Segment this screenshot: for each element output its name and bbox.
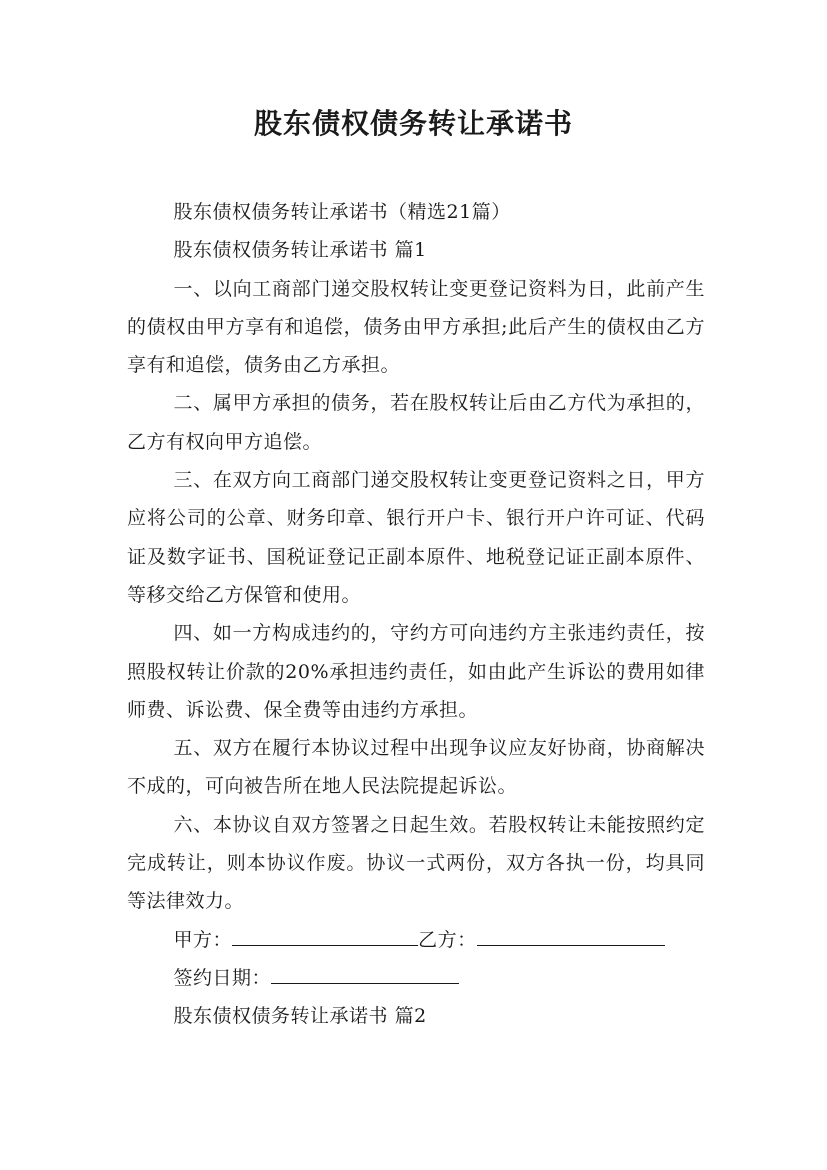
clause-4: 四、如一方构成违约的，守约方可向违约方主张违约责任，按照股权转让价款的20%承担违约责任，如由此产生诉讼的费用如律师费、诉讼费、保全费等由违约方承担。 — [127, 622, 705, 721]
signature-parties-line — [127, 921, 705, 959]
sign-date-blank — [271, 982, 459, 984]
party-b-label: 乙方： — [418, 928, 477, 951]
clause-6: 六、本协议自双方签署之日起生效。若股权转让未能按照约定完成转让，则本协议作废。协议一式两份，双方各执一份，均具同等法律效力。 — [127, 813, 705, 913]
clause-1: 一、以向工商部门递交股权转让变更登记资料为日，此前产生的债权由甲方享有和追偿，债务由甲方承担;此后产生的债权由乙方享有和追偿，债务由乙方承担。 — [127, 277, 705, 377]
document-subtitle: 股东债权债务转让承诺书（精选21篇） — [173, 201, 511, 223]
document-title: 股东债权债务转让承诺书 — [253, 107, 573, 140]
party-b-signature-blank — [477, 944, 665, 946]
sign-date-line — [127, 959, 705, 997]
clause-2: 二、属甲方承担的债务，若在股权转让后由乙方代为承担的，乙方有权向甲方追偿。 — [127, 392, 705, 453]
section-heading-2: 股东债权债务转让承诺书 篇2 — [173, 1005, 427, 1028]
section-heading-1: 股东债权债务转让承诺书 篇1 — [173, 239, 427, 262]
clause-5: 五、双方在履行本协议过程中出现争议应友好协商，协商解决不成的，可向被告所在地人民法院提起诉讼。 — [127, 737, 705, 798]
document-body — [127, 193, 705, 1036]
clause-3: 三、在双方向工商部门递交股权转让变更登记资料之日，甲方应将公司的公章、财务印章、银行开户卡、银行开户许可证、代码证及数字证书、国税证登记正副本原件、地税登记证正副本原件、等移交给乙方保管和使用。 — [127, 469, 705, 606]
party-a-label: 甲方： — [173, 928, 233, 951]
sign-date-label: 签约日期： — [173, 966, 272, 989]
party-a-signature-blank — [232, 944, 418, 946]
